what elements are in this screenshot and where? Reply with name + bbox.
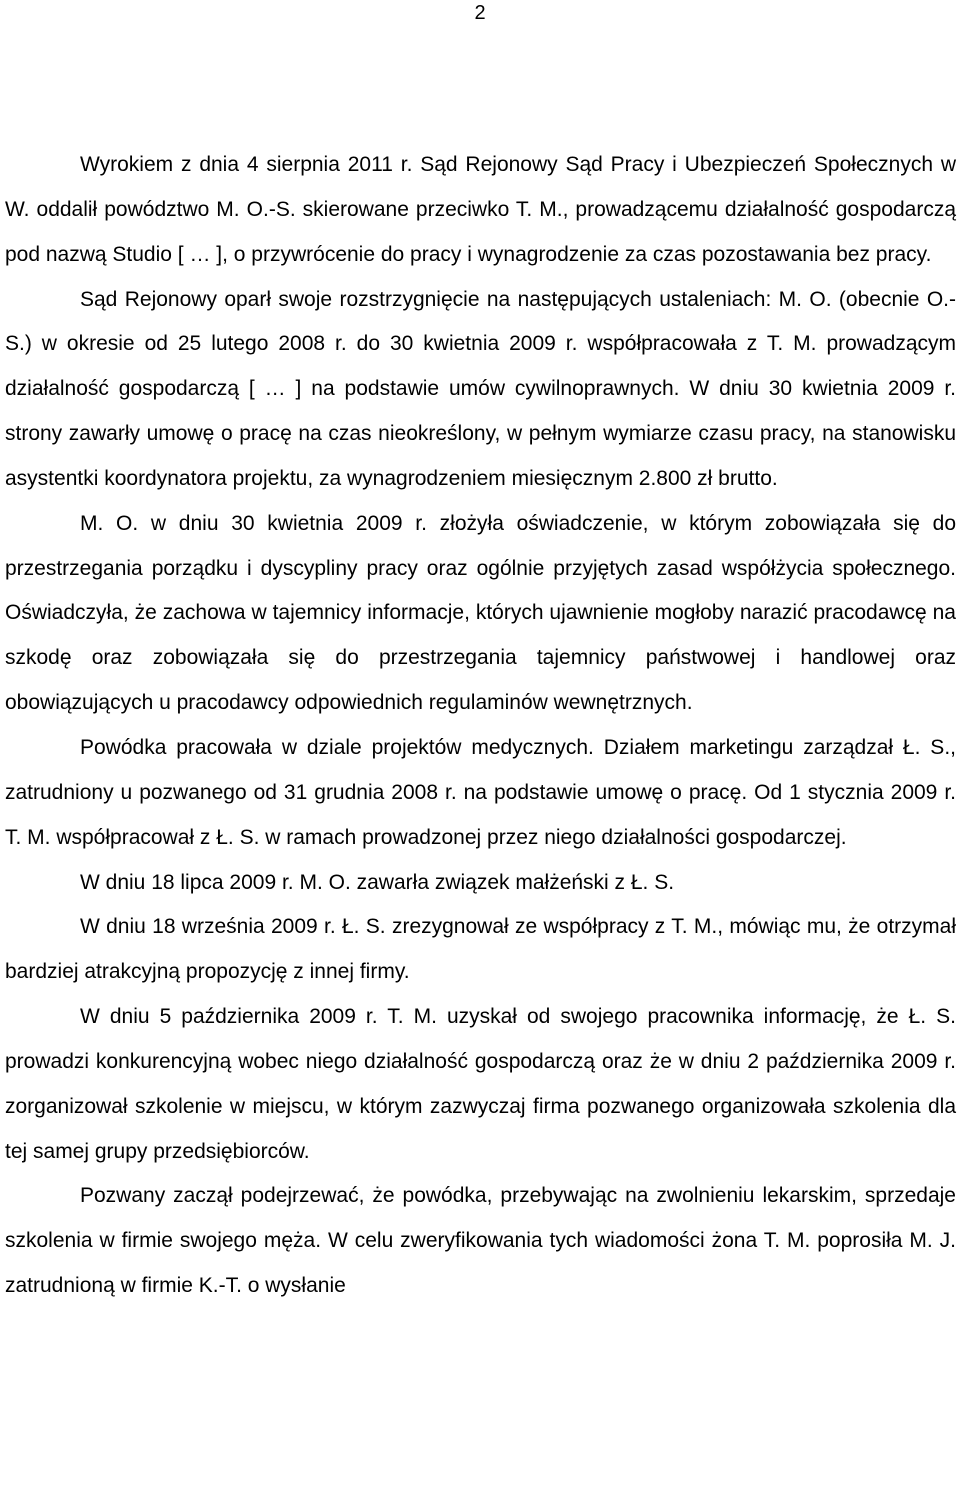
- document-body: [5, 143, 956, 1309]
- paragraph-competition: W dniu 5 października 2009 r. T. M. uzyskał od swojego pracownika informację, że Ł. S. prowadzi konkurencyjną wobec niego działalność gospodarczą oraz że w dniu 2 października 2009 r. zorganizował szkolenie w miejscu, w którym zazwyczaj firma pozwanego organizowała szkolenia dla tej samej grupy przedsiębiorców.: [5, 1005, 956, 1163]
- paragraph-marriage: W dniu 18 lipca 2009 r. M. O. zawarła związek małżeński z Ł. S.: [80, 870, 675, 894]
- paragraph-findings: Sąd Rejonowy oparł swoje rozstrzygnięcie na następujących ustaleniach: M. O. (obecnie O.-S.) w okresie od 25 lutego 2008 r. do 30 kwietnia 2009 r. współpracowała z T. M. prowadzącym działalność gospodarczą [ … ] na podstawie umów cywilnoprawnych. W dniu 30 kwietnia 2009 r. strony zawarły umowę o pracę na czas nieokreślony, w pełnym wymiarze czasu pracy, na stanowisku asystentki koordynatora projektu, za wynagrodzeniem miesięcznym 2.800 zł brutto.: [5, 287, 956, 490]
- paragraph-suspicion: Pozwany zaczął podejrzewać, że powódka, przebywając na zwolnieniu lekarskim, sprzedaje szkolenia w firmie swojego męża. W celu zweryfikowania tych wiadomości żona T. M. poprosiła M. J. zatrudnioną w firmie K.-T. o wysłanie: [5, 1184, 956, 1298]
- paragraph-judgment: Wyrokiem z dnia 4 sierpnia 2011 r. Sąd Rejonowy Sąd Pracy i Ubezpieczeń Społecznych w W. oddalił powództwo M. O.-S. skierowane przeciwko T. M., prowadzącemu działalność gospodarczą pod nazwą Studio [ … ], o przywrócenie do pracy i wynagrodzenie za czas pozostawania bez pracy.: [5, 153, 956, 266]
- paragraph-department: Powódka pracowała w dziale projektów medycznych. Działem marketingu zarządzał Ł. S., zatrudniony u pozwanego od 31 grudnia 2008 r. na podstawie umowę o pracę. Od 1 stycznia 2009 r. T. M. współpracował z Ł. S. w ramach prowadzonej przez niego działalności gospodarczej.: [5, 735, 956, 849]
- paragraph-resignation: W dniu 18 września 2009 r. Ł. S. zrezygnował ze współpracy z T. M., mówiąc mu, że otrzymał bardziej atrakcyjną propozycję z innej firmy.: [5, 915, 956, 984]
- paragraph-declaration: M. O. w dniu 30 kwietnia 2009 r. złożyła oświadczenie, w którym zobowiązała się do przestrzegania porządku i dyscypliny pracy oraz ogólnie przyjętych zasad współżycia społecznego. Oświadczyła, że zachowa w tajemnicy informacje, których ujawnienie mogłoby narazić pracodawcę na szkodę oraz zobowiązała się do przestrzegania tajemnicy państwowej i handlowej oraz obowiązujących u pracodawcy odpowiednich regulaminów wewnętrznych.: [5, 511, 956, 715]
- page-number: 2: [474, 2, 486, 24]
